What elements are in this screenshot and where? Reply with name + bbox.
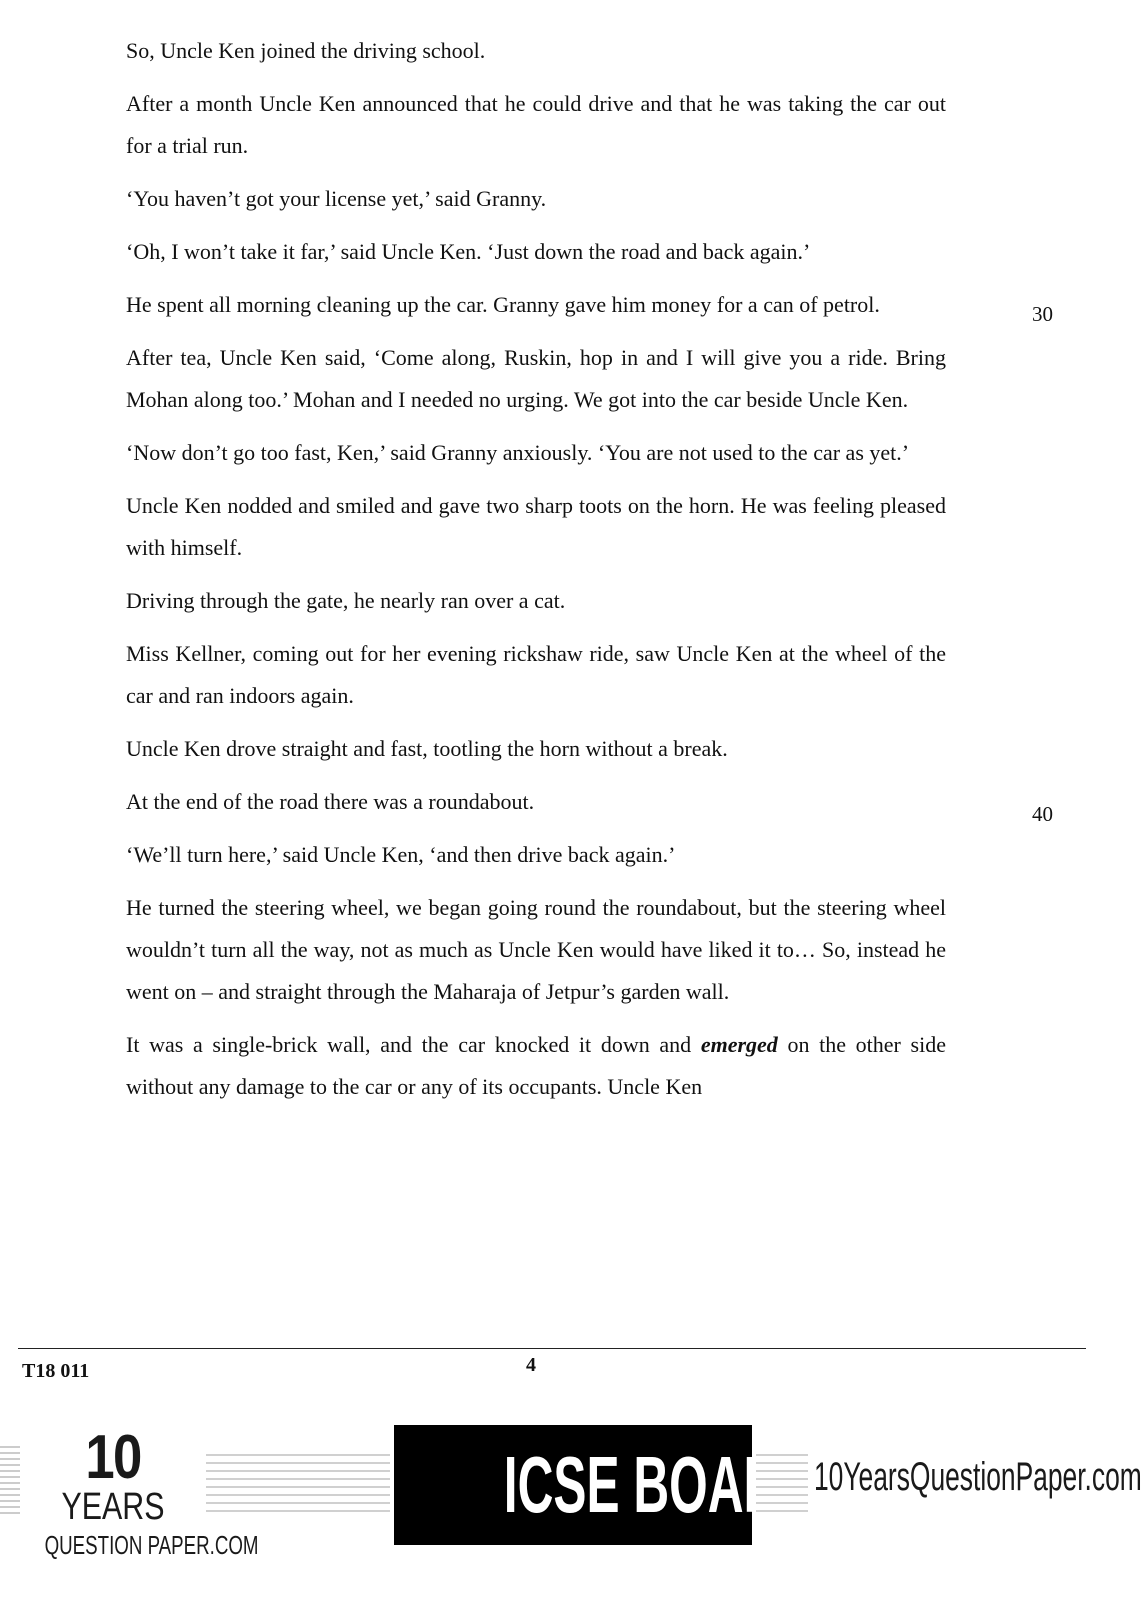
paragraph-6: After tea, Uncle Ken said, ‘Come along, Ruskin, hop in and I will give you a ride. Bring Mohan along too.’ Mohan and I needed no urging. We got into the car beside Uncle Ken. — [126, 345, 946, 412]
passage — [126, 30, 946, 1119]
paragraph-1: So, Uncle Ken joined the driving school. — [126, 38, 486, 63]
paragraph-11: Uncle Ken drove straight and fast, tootling the horn without a break. — [126, 736, 728, 761]
paragraph-10: Miss Kellner, coming out for her evening rickshaw ride, saw Uncle Ken at the wheel of the car and ran indoors again. — [126, 641, 946, 708]
logo-site: QUESTION PAPER.COM — [44, 1530, 259, 1560]
paragraph-2: After a month Uncle Ken announced that he could drive and that he was taking the car out for a trial run. — [126, 91, 946, 158]
paragraph-14: He turned the steering wheel, we began going round the roundabout, but the steering wheel wouldn’t turn all the way, not as much as Uncle Ken would have liked it to… So, instead he went on – and straight through the Maharaja of Jetpur’s garden wall. — [126, 895, 946, 1004]
paragraph-15-text-a: It was a single-brick wall, and the car knocked it down and — [126, 1032, 701, 1057]
logo-number: 10 — [85, 1423, 141, 1492]
paragraph-3: ‘You haven’t got your license yet,’ said Granny. — [126, 186, 547, 211]
board-title-text: ICSE BOARD X — [503, 1440, 863, 1529]
website-url: 10YearsQuestionPaper.com — [814, 1455, 1142, 1499]
logo-years: YEARS — [61, 1486, 165, 1528]
watermark-banner — [0, 1423, 1142, 1600]
paragraph-15-text-b: on the other side without any damage to the car or any of its occupants. Uncle Ken — [126, 1032, 946, 1099]
paragraph-13: ‘We’ll turn here,’ said Uncle Ken, ‘and then drive back again.’ — [126, 842, 676, 867]
emphasized-word: emerged — [700, 1032, 778, 1057]
paragraph-9: Driving through the gate, he nearly ran over a cat. — [126, 588, 566, 613]
left-stripes-icon — [206, 1449, 390, 1539]
right-stripes-icon — [756, 1449, 808, 1539]
line-number-30: 30 — [1032, 302, 1053, 326]
line-number-40: 40 — [1032, 802, 1053, 826]
page-number: 4 — [526, 1354, 536, 1376]
paragraph-15 — [126, 1024, 946, 1108]
paragraph-12: At the end of the road there was a roundabout. — [126, 789, 535, 814]
site-logo — [18, 1423, 259, 1600]
footer-divider — [18, 1348, 1086, 1349]
paragraph-4: ‘Oh, I won’t take it far,’ said Uncle Ken. ‘Just down the road and back again.’ — [126, 239, 811, 264]
paragraph-7: ‘Now don’t go too fast, Ken,’ said Granny anxiously. ‘You are not used to the car as yet.’ — [126, 440, 910, 465]
paragraph-5: He spent all morning cleaning up the car. Granny gave him money for a can of petrol. — [126, 292, 880, 317]
paragraph-8: Uncle Ken nodded and smiled and gave two sharp toots on the horn. He was feeling pleased with himself. — [126, 493, 946, 560]
decorative-bars-icon — [0, 1443, 20, 1583]
board-title — [394, 1425, 863, 1545]
paper-code: T18 011 — [22, 1360, 90, 1382]
